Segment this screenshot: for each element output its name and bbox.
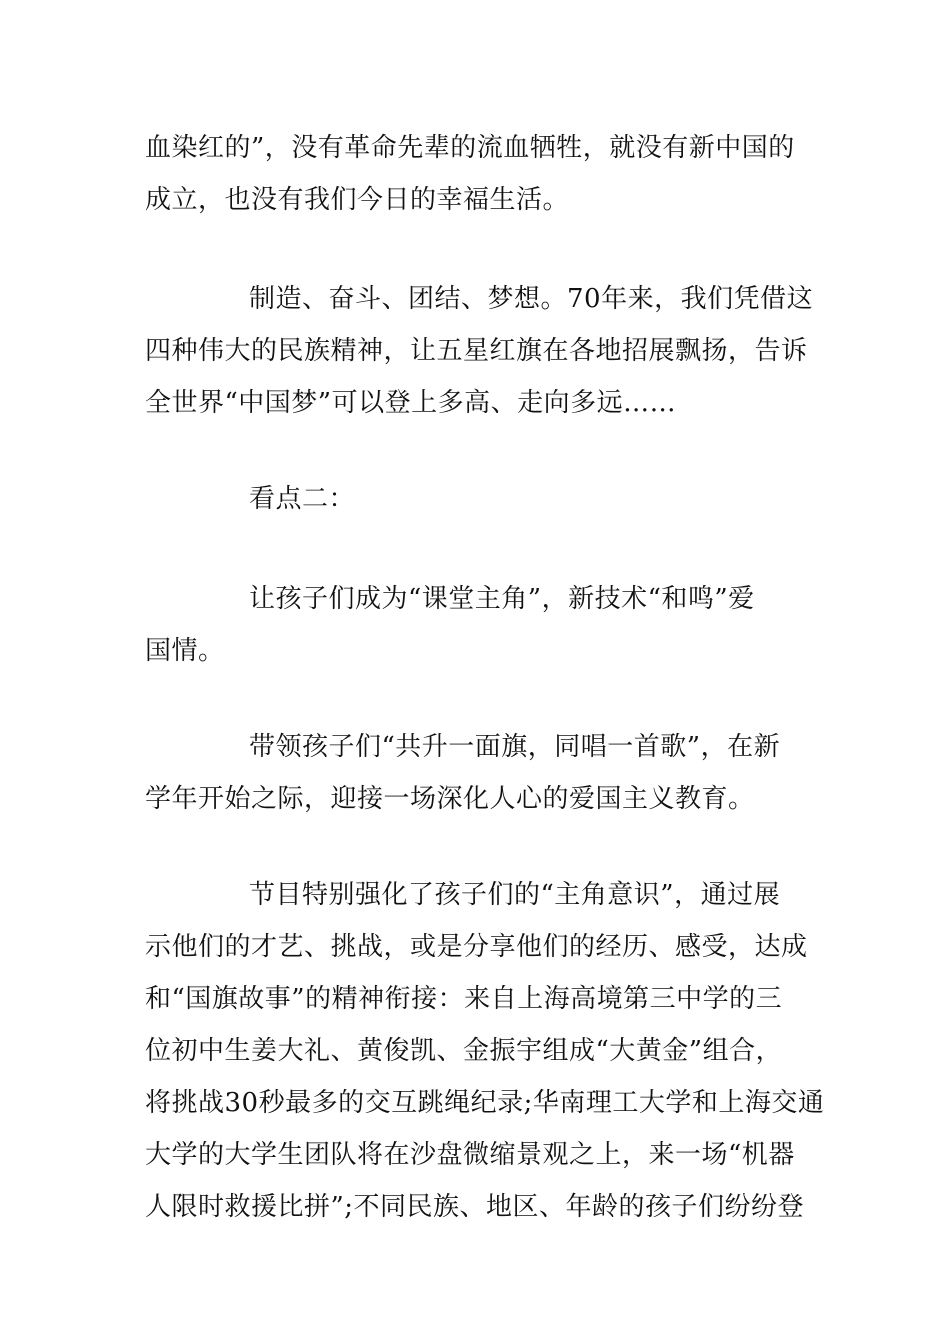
paragraph-4	[145, 573, 810, 677]
paragraph-line: 带领孩子们“共升一面旗，同唱一首歌”，在新	[249, 732, 781, 762]
paragraph-line: 节目特别强化了孩子们的“主角意识”，通过展	[249, 880, 781, 910]
paragraph-line: 成立，也没有我们今日的幸福生活。	[145, 185, 570, 215]
paragraph-line: 将挑战30秒最多的交互跳绳纪录;华南理工大学和上海交通	[145, 1088, 825, 1118]
paragraph-line: 位初中生姜大礼、黄俊凯、金振宇组成“大黄金”组合，	[145, 1036, 783, 1066]
paragraph-line: 学年开始之际，迎接一场深化人心的爱国主义教育。	[145, 784, 755, 814]
paragraph-line: 全世界“中国梦”可以登上多高、走向多远……	[145, 388, 677, 418]
paragraph-line: 看点二：	[249, 484, 356, 514]
paragraph-line: 让孩子们成为“课堂主角”，新技术“和鸣”爱	[249, 584, 755, 614]
paragraph-1	[145, 122, 810, 226]
paragraph-line: 示他们的才艺、挑战，或是分享他们的经历、感受，达成	[145, 932, 808, 962]
paragraph-5	[145, 721, 810, 825]
paragraph-line: 四种伟大的民族精神，让五星红旗在各地招展飘扬，告诉	[145, 336, 808, 366]
paragraph-line: 人限时救援比拼”;不同民族、地区、年龄的孩子们纷纷登	[145, 1192, 805, 1222]
paragraph-line: 和“国旗故事”的精神衔接：来自上海高境第三中学的三	[145, 984, 783, 1014]
paragraph-line: 国情。	[145, 636, 225, 666]
paragraph-2	[145, 273, 814, 429]
paragraph-line: 血染红的”，没有革命先辈的流血牺牲，就没有新中国的	[145, 133, 795, 163]
paragraph-6	[145, 869, 825, 1233]
section-heading	[145, 473, 810, 525]
paragraph-line: 大学的大学生团队将在沙盘微缩景观之上，来一场“机器	[145, 1140, 795, 1170]
paragraph-line: 制造、奋斗、团结、梦想。70年来，我们凭借这	[249, 284, 814, 314]
